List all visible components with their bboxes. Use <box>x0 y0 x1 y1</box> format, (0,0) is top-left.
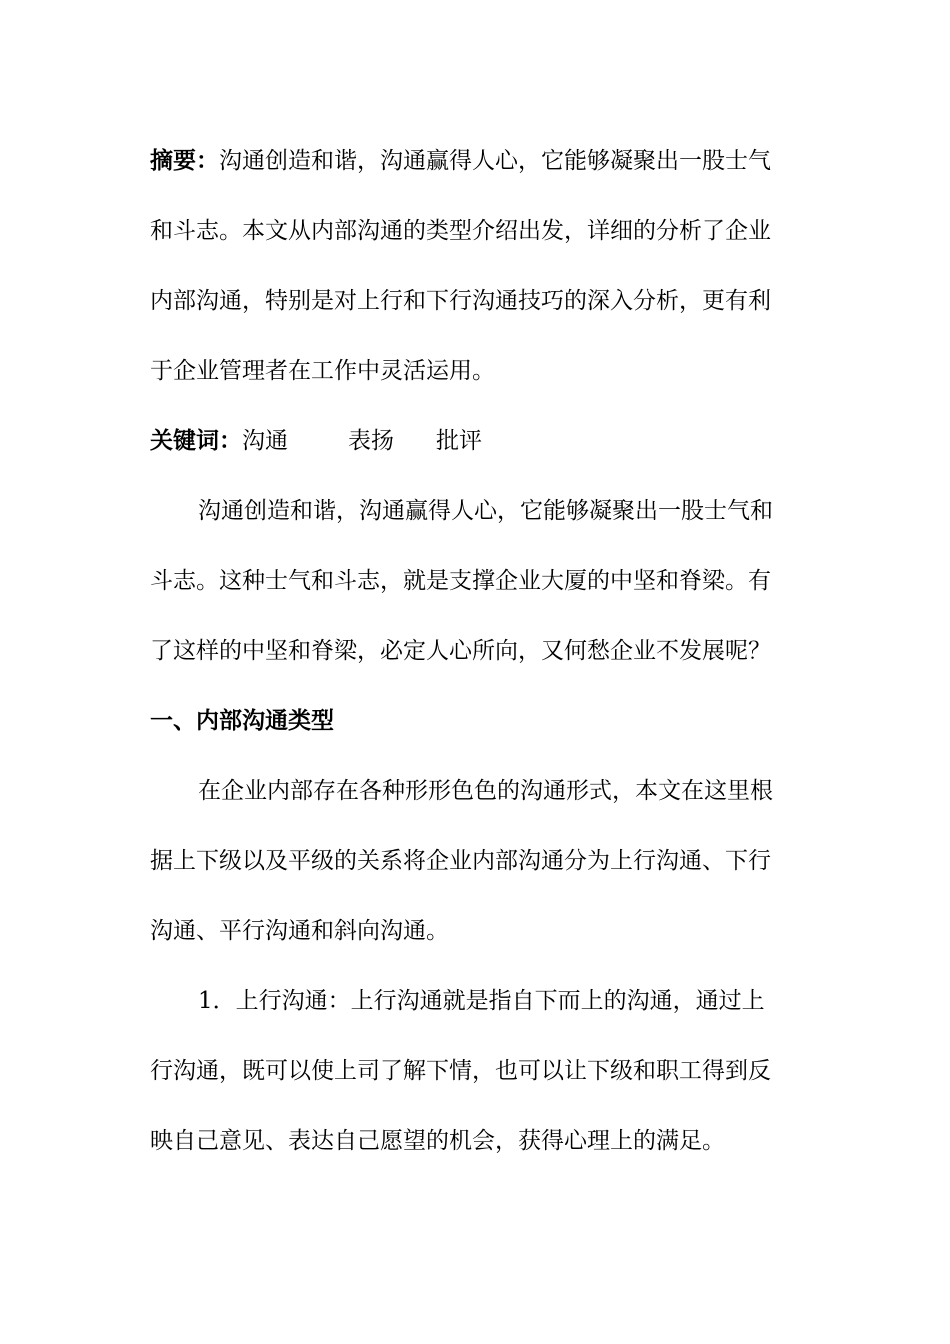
section-paragraph-line-1: 在企业内部存在各种形形色色的沟通形式，本文在这里根 <box>198 778 773 804</box>
intro-line-2: 斗志。这种士气和斗志，就是支撑企业大厦的中坚和脊梁。有 <box>150 568 771 594</box>
section-heading: 一、内部沟通类型 <box>150 707 334 734</box>
section-paragraph-line-3: 沟通、平行沟通和斜向沟通。 <box>150 918 449 944</box>
keyword-item: 表扬 <box>348 428 394 454</box>
intro-line-1: 沟通创造和谐，沟通赢得人心，它能够凝聚出一股士气和 <box>198 498 773 524</box>
keywords-label: 关键词： <box>150 427 242 454</box>
item1-line-2: 行沟通，既可以使上司了解下情，也可以让下级和职工得到反 <box>150 1058 771 1084</box>
keyword-item: 批评 <box>436 428 482 454</box>
keywords-line <box>150 426 810 456</box>
item1-line-1: 1．上行沟通：上行沟通就是指自下而上的沟通，通过上 <box>198 988 765 1014</box>
intro-line-3: 了这样的中坚和脊梁，必定人心所向，又何愁企业不发展呢？ <box>150 638 771 664</box>
abstract-line-3: 内部沟通，特别是对上行和下行沟通技巧的深入分析，更有利 <box>150 288 771 314</box>
abstract-text: 沟通创造和谐，沟通赢得人心，它能够凝聚出一股士气 <box>219 148 771 174</box>
abstract-line-4: 于企业管理者在工作中灵活运用。 <box>150 358 495 384</box>
section-paragraph-line-2: 据上下级以及平级的关系将企业内部沟通分为上行沟通、下行 <box>150 848 771 874</box>
abstract-label: 摘要： <box>150 147 219 174</box>
keyword-item: 沟通 <box>242 428 288 454</box>
abstract-line-2: 和斗志。本文从内部沟通的类型介绍出发，详细的分析了企业 <box>150 218 771 244</box>
item1-line-3: 映自己意见、表达自己愿望的机会，获得心理上的满足。 <box>150 1128 725 1154</box>
abstract-line-1 <box>150 146 810 176</box>
